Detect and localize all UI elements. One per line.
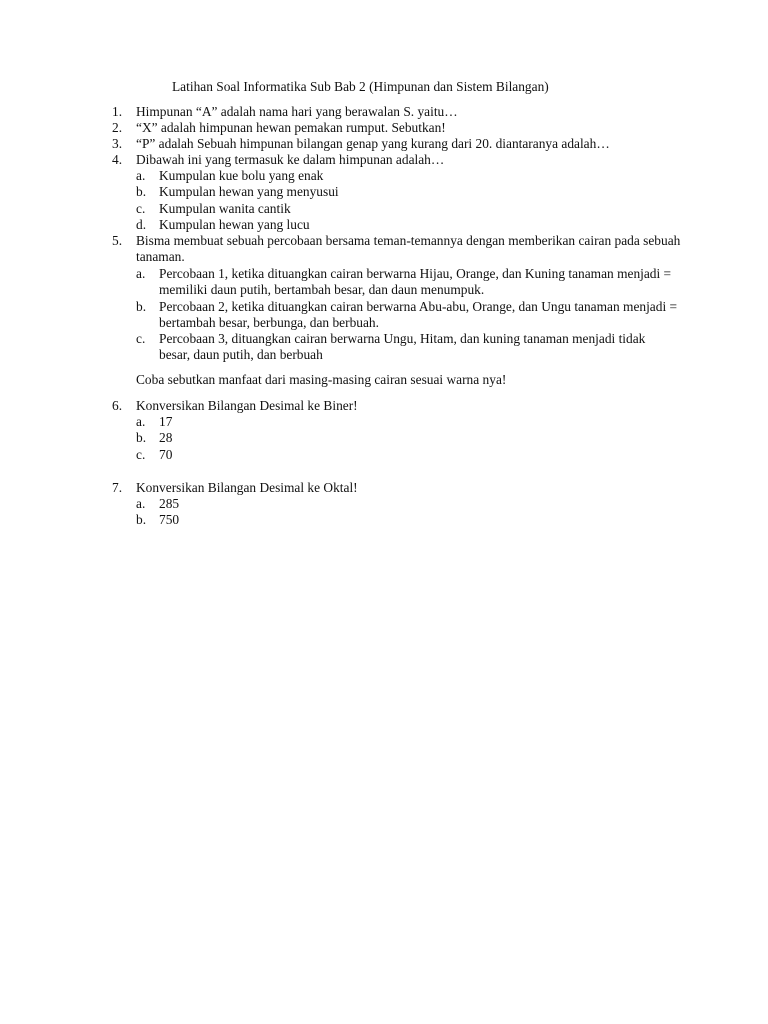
- option-letter: a.: [136, 168, 146, 183]
- question-number: 7.: [112, 480, 123, 495]
- question-text: Dibawah ini yang termasuk ke dalam himpunan adalah…: [136, 152, 445, 167]
- question-number: 4.: [112, 152, 123, 167]
- question-number: 3.: [112, 136, 123, 151]
- option-text: Kumpulan kue bolu yang enak: [159, 168, 324, 183]
- question-text: “P” adalah Sebuah himpunan bilangan genap yang kurang dari 20. diantaranya adalah…: [136, 136, 610, 151]
- closing-text: Coba sebutkan manfaat dari masing-masing cairan sesuai warna nya!: [136, 372, 507, 387]
- option-text: 285: [159, 496, 180, 511]
- option-text: Kumpulan hewan yang menyusui: [159, 184, 339, 199]
- question-number: 5.: [112, 233, 123, 248]
- question-text: “X” adalah himpunan hewan pemakan rumput. Sebutkan!: [136, 120, 446, 135]
- option-text: Kumpulan wanita cantik: [159, 201, 291, 216]
- option-letter: a.: [136, 496, 146, 511]
- question-text: Himpunan “A” adalah nama hari yang berawalan S. yaitu…: [136, 104, 458, 119]
- option-letter: a.: [136, 266, 146, 281]
- option-text: Percobaan 1, ketika dituangkan cairan berwarna Hijau, Orange, dan Kuning tanaman menjadi = memiliki daun putih, bertambah besar, dan daun menumpuk.: [159, 266, 672, 298]
- option-letter: c.: [136, 201, 146, 216]
- question-number: 2.: [112, 120, 123, 135]
- option-text: 750: [159, 512, 180, 527]
- option-text: Percobaan 3, dituangkan cairan berwarna Ungu, Hitam, dan kuning tanaman menjadi tidak besar, daun putih, dan berbuah: [159, 331, 646, 363]
- option-letter: c.: [136, 331, 146, 346]
- option-letter: b.: [136, 184, 147, 199]
- question-number: 1.: [112, 104, 123, 119]
- option-text: 28: [159, 430, 173, 445]
- question-number: 6.: [112, 398, 123, 413]
- question-text: Konversikan Bilangan Desimal ke Biner!: [136, 398, 358, 413]
- option-letter: b.: [136, 512, 147, 527]
- option-letter: a.: [136, 414, 146, 429]
- option-letter: d.: [136, 217, 147, 232]
- option-letter: b.: [136, 299, 147, 314]
- option-text: 17: [159, 414, 173, 429]
- option-letter: b.: [136, 430, 147, 445]
- option-letter: c.: [136, 447, 146, 462]
- option-text: Kumpulan hewan yang lucu: [159, 217, 310, 232]
- question-text: Konversikan Bilangan Desimal ke Oktal!: [136, 480, 358, 495]
- option-text: 70: [159, 447, 173, 462]
- option-text: Percobaan 2, ketika dituangkan cairan berwarna Abu-abu, Orange, dan Ungu tanaman menjadi = bertambah besar, berbunga, dan berbuah.: [159, 299, 678, 331]
- document-title: Latihan Soal Informatika Sub Bab 2 (Himpunan dan Sistem Bilangan): [172, 79, 549, 94]
- question-text: Bisma membuat sebuah percobaan bersama teman-temannya dengan memberikan cairan pada sebuah tanaman.: [136, 233, 681, 265]
